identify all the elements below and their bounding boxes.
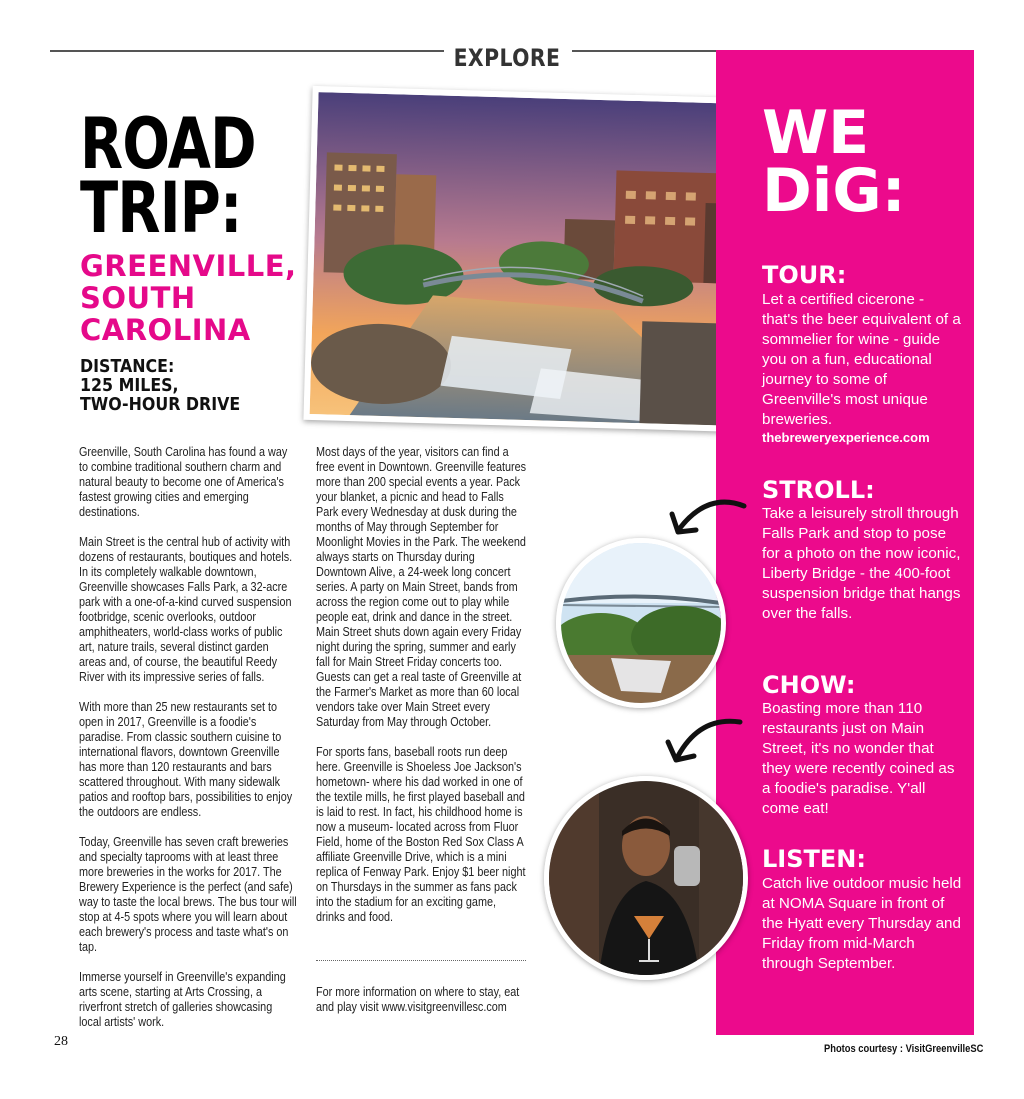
article-paragraph: For sports fans, baseball roots run deep here. Greenville is Shoeless Joe Jackson's hometown- where his dad worked in one of the textile mills, he first played baseball and is laid to rest. In fact, his childhood home is now a museum- located across from Fluor Field, home of the Boston Red Sox Class A affiliate Greenville Drive, which is a mini replica of Fenway Park. Enjoy $1 beer night on Thursdays in the summer as fans pack into the stadium for an exciting game, drinks and food. <box>316 745 526 924</box>
chow-title: CHOW: <box>762 671 856 699</box>
sidebar-heading <box>762 98 906 226</box>
subtitle-line: CAROLINA <box>80 313 251 347</box>
distance-info <box>80 357 240 414</box>
more-info-text: For more information on where to stay, eat and play visit www.visitgreenvillesc.com <box>316 985 520 1014</box>
bartender-illustration <box>549 781 743 975</box>
title-line: TRIP: <box>80 167 242 249</box>
article-paragraph: With more than 25 new restaurants set to open in 2017, Greenville is a foodie's paradise. From classic southern cuisine to international flavors, downtown Greenville has more than 120 restaurants and bars scattered throughout. With many sidewalk patios and rooftop bars, possibilities to enjoy the outdoors are endless. <box>79 700 293 819</box>
bartender-photo <box>544 776 748 980</box>
distance-line: TWO-HOUR DRIVE <box>80 394 241 415</box>
page-number: 28 <box>54 1034 68 1049</box>
curved-arrow-icon <box>664 712 744 768</box>
article-column-2 <box>316 445 528 940</box>
photo-credit: Photos courtesy : VisitGreenvilleSC <box>824 1043 984 1055</box>
listen-text: Catch live outdoor music held at NOMA Square in front of the Hyatt every Thursday and Friday from mid-March through September. <box>762 875 962 972</box>
listen-title: LISTEN: <box>762 845 866 873</box>
sidebar-heading-line: WE <box>762 98 870 168</box>
liberty-bridge-illustration <box>561 543 721 703</box>
subtitle-line: GREENVILLE, <box>80 249 297 283</box>
article-subtitle <box>80 250 297 346</box>
article-column-1 <box>79 445 297 1045</box>
header-rule-left <box>50 50 444 52</box>
distance-line: DISTANCE: <box>80 356 175 377</box>
chow-text: Boasting more than 110 restaurants just on Main Street, it's no wonder that they were recently coined as a foodie's paradise. Y'all come eat! <box>762 700 955 817</box>
distance-line: 125 MILES, <box>80 375 179 396</box>
section-label: EXPLORE <box>453 44 561 72</box>
dotted-divider <box>316 960 526 961</box>
article-paragraph: Immerse yourself in Greenville's expanding arts scene, starting at Arts Crossing, a riverfront stretch of galleries showcasing local artists' work. <box>79 970 286 1029</box>
article-paragraph: Main Street is the central hub of activity with dozens of restaurants, boutiques and hotels. In its completely walkable downtown, Greenville showcases Falls Park, a 32-acre park with a one-of-a-kind curved suspension footbridge, scenic overlooks, outdoor amphitheaters, world-class works of public art, nature trails, several distinct garden areas and, of course, the beautiful Reedy River with its impressive series of falls. <box>79 535 293 684</box>
subtitle-line: SOUTH <box>80 281 196 315</box>
title-line: ROAD <box>80 103 256 185</box>
liberty-bridge-photo <box>556 538 726 708</box>
header-rule-right <box>572 50 716 52</box>
article-paragraph: Most days of the year, visitors can find a free event in Downtown. Greenville features more than 200 special events a year. Pack your blanket, a picnic and head to Falls Park every Wednesday at dusk during the months of May through September for Moonlight Movies in the Park. The weekend always starts on Thursday during Downtown Alive, a 24-week long concert series. A party on Main Street, bands from across the region come out to play while people eat, drink and dance in the street. Main Street shuts down again every Friday night during the spring, summer and early fall for Main Street Friday concerts too. Guests can get a real taste of Greenville at the Farmer's Market as more than 60 local vendors take over Main Street every Saturday from May through October. <box>316 445 527 729</box>
falls-park-illustration <box>310 92 747 426</box>
sidebar-heading-line: DiG: <box>762 156 906 226</box>
tour-title: TOUR: <box>762 261 847 289</box>
stroll-title: STROLL: <box>762 476 875 504</box>
article-paragraph: Today, Greenville has seven craft breweries and specialty taprooms with at least three more breweries in the works for 2017. The Brewery Experience is the perfect (and safe) way to taste the local brews. The bus tour will stop at 4-5 spots where you will learn about each brewery's process and taste what's on tap. <box>79 835 297 954</box>
curved-arrow-icon <box>668 492 748 540</box>
falls-park-photo <box>303 86 752 432</box>
tour-link[interactable]: thebreweryexperience.com <box>762 430 930 445</box>
stroll-text: Take a leisurely stroll through Falls Park and stop to pose for a photo on the now iconic, Liberty Bridge - the 400-foot suspension bridge that hangs over the falls. <box>762 505 961 622</box>
tour-text: Let a certified cicerone - that's the beer equivalent of a sommelier for wine - guide you on a fun, educational journey to some of Greenville's most unique breweries. <box>762 291 961 428</box>
article-title <box>80 103 256 249</box>
article-paragraph: Greenville, South Carolina has found a way to combine traditional southern charm and natural beauty to become one of America's fastest growing cities and emerging destinations. <box>79 445 288 519</box>
